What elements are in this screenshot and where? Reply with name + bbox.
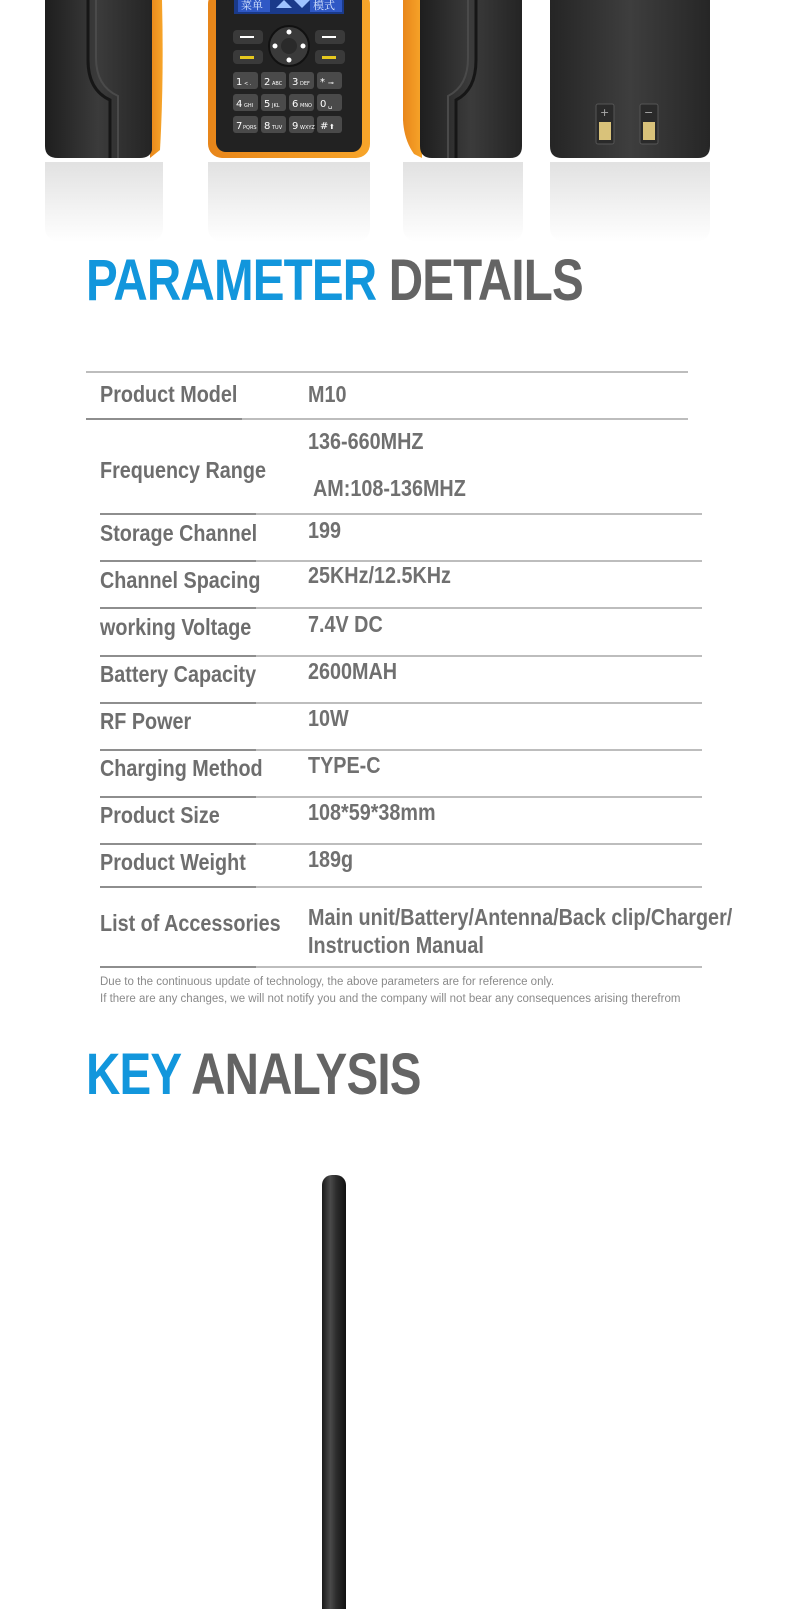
- spec-value-storage-channel: 199: [308, 517, 342, 543]
- reflection-back: [550, 162, 710, 242]
- table-rule: [86, 418, 242, 420]
- battery-minus-terminal: −: [644, 106, 654, 119]
- table-rule: [100, 513, 256, 515]
- spec-label-channel-spacing: Channel Spacing: [100, 567, 261, 593]
- screen-left-label: 菜单: [241, 0, 263, 12]
- key-6: 6: [292, 99, 299, 110]
- table-rule: [256, 702, 702, 704]
- table-rule: [256, 966, 702, 968]
- spec-label-rf-power: RF Power: [100, 708, 192, 734]
- table-rule: [256, 796, 702, 798]
- spec-value-product-size: 108*59*38mm: [308, 799, 436, 825]
- spec-label-battery-capacity: Battery Capacity: [100, 661, 257, 687]
- key-analysis-heading: [86, 1042, 421, 1107]
- key-heading-accent-word: KEY: [86, 1042, 181, 1107]
- key-4-sub: GHI: [244, 103, 254, 109]
- heading-accent-word: PARAMETER: [86, 248, 377, 313]
- battery-plus-terminal: +: [600, 106, 610, 119]
- spec-label-product-weight: Product Weight: [100, 849, 246, 875]
- parameter-details-heading: [86, 248, 583, 313]
- table-rule: [256, 655, 702, 657]
- table-rule: [100, 843, 256, 845]
- heading-rest-word: DETAILS: [388, 248, 583, 313]
- table-rule: [100, 655, 256, 657]
- screen-right-label: 模式: [313, 0, 335, 12]
- table-rule: [256, 513, 702, 515]
- radio-back-view: [550, 0, 710, 158]
- key-0-sub: ␣: [328, 101, 333, 109]
- key-9-sub: WXYZ: [300, 125, 315, 131]
- spec-value-accessories-2: Instruction Manual: [308, 932, 484, 958]
- spec-value-charging-method: TYPE-C: [308, 752, 381, 778]
- table-rule: [100, 607, 256, 609]
- key-7-sub: PQRS: [243, 125, 257, 131]
- table-rule: [100, 886, 256, 888]
- key-4: 4: [236, 99, 243, 110]
- key-8-sub: TUV: [272, 125, 283, 131]
- spec-value-product-weight: 189g: [308, 846, 354, 872]
- key-6-sub: MNO: [300, 103, 312, 109]
- reflection-front: [208, 162, 370, 242]
- spec-label-storage-channel: Storage Channel: [100, 520, 258, 546]
- spec-label-product-model: Product Model: [100, 381, 238, 407]
- spec-value-accessories-1: Main unit/Battery/Antenna/Back clip/Charger/: [308, 904, 733, 930]
- spec-value-battery-capacity: 2600MAH: [308, 658, 398, 684]
- table-rule: [256, 607, 702, 609]
- key-1-sub: < .: [244, 81, 252, 87]
- key-2-sub: ABC: [272, 81, 283, 87]
- table-rule: [100, 702, 256, 704]
- key-5: 5: [264, 99, 271, 110]
- table-rule: [100, 560, 256, 562]
- key-star-sub: ⊸: [328, 79, 334, 87]
- radio-side-view-left: [45, 0, 163, 158]
- table-rule: [242, 418, 688, 420]
- spec-label-working-voltage: working Voltage: [100, 614, 252, 640]
- key-3: 3: [292, 77, 299, 88]
- key-star: *: [320, 77, 325, 88]
- spec-label-accessories: List of Accessories: [100, 910, 281, 936]
- table-rule: [86, 371, 688, 373]
- disclaimer-line-1: Due to the continuous update of technology, the above parameters are for reference only.: [100, 976, 555, 988]
- key-8: 8: [264, 121, 271, 132]
- spec-value-frequency-range-2: AM:108-136MHZ: [313, 475, 466, 501]
- key-3-sub: DEF: [300, 81, 310, 87]
- radio-side-view-right: [403, 0, 522, 158]
- spec-value-rf-power: 10W: [308, 705, 349, 731]
- antenna-illustration: [322, 1175, 346, 1609]
- key-9: 9: [292, 121, 299, 132]
- key-0: 0: [320, 99, 327, 110]
- key-5-sub: JKL: [272, 103, 280, 109]
- key-heading-rest-word: ANALYSIS: [191, 1042, 421, 1107]
- reflection-right: [403, 162, 523, 242]
- table-rule: [100, 749, 256, 751]
- key-hash: #: [320, 121, 329, 132]
- radio-front-view: [208, 0, 370, 158]
- key-7: 7: [236, 121, 243, 132]
- disclaimer-line-2: If there are any changes, we will not notify you and the company will not bear any consequences arising therefrom: [100, 993, 681, 1005]
- product-image-strip: [0, 0, 790, 245]
- spec-value-working-voltage: 7.4V DC: [308, 611, 383, 637]
- spec-value-channel-spacing: 25KHz/12.5KHz: [308, 562, 451, 588]
- spec-label-product-size: Product Size: [100, 802, 220, 828]
- key-hash-sub: ⬆: [329, 123, 335, 131]
- key-2: 2: [264, 77, 271, 88]
- table-rule: [100, 796, 256, 798]
- table-rule: [256, 843, 702, 845]
- reflection-left: [45, 162, 163, 242]
- key-1: 1: [236, 77, 243, 88]
- table-rule: [256, 749, 702, 751]
- spec-value-frequency-range-1: 136-660MHZ: [308, 428, 424, 454]
- spec-label-frequency-range: Frequency Range: [100, 457, 266, 483]
- spec-value-product-model: M10: [308, 381, 347, 407]
- table-rule: [256, 886, 702, 888]
- spec-label-charging-method: Charging Method: [100, 755, 263, 781]
- table-rule: [100, 966, 256, 968]
